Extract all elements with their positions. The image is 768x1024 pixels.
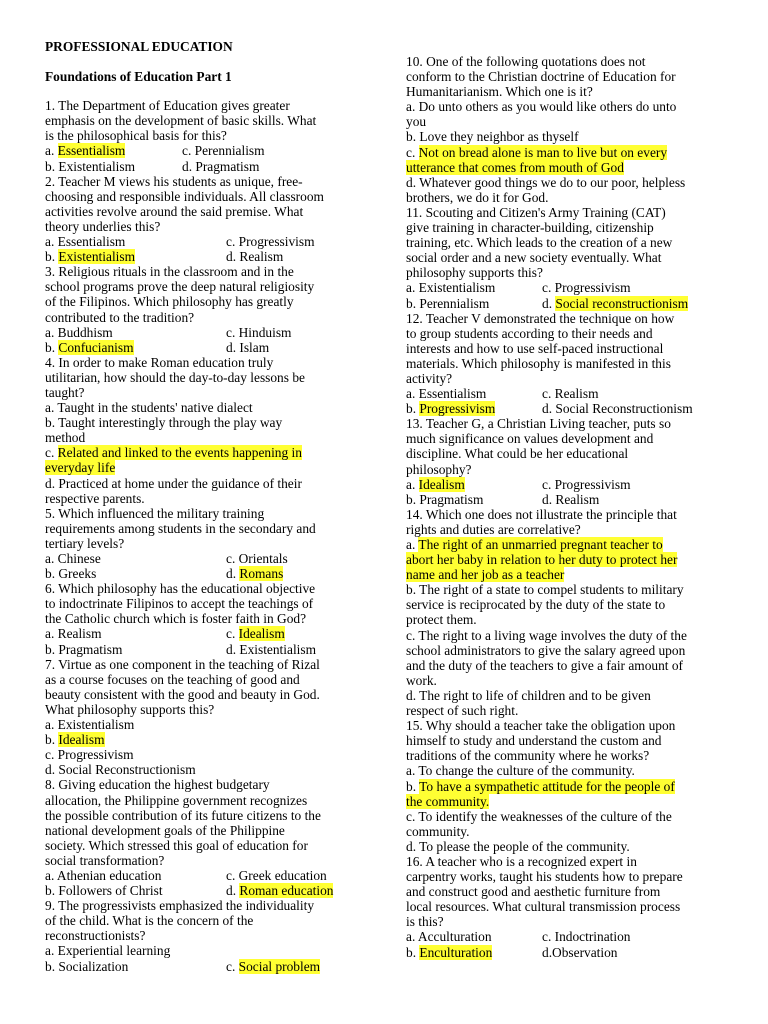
highlighted-answer: everyday life: [45, 460, 116, 476]
option-row: [406, 945, 724, 960]
highlighted-answer: Idealism: [238, 626, 285, 642]
text-line: b. The right of a state to compel students to military: [406, 582, 684, 598]
text-line: utilitarian, how should the day-to-day lessons be: [45, 369, 305, 385]
text-line: choosing and responsible individuals. All classroom: [45, 188, 324, 204]
highlighted-answer: Idealism: [58, 732, 105, 748]
option-row: [45, 340, 363, 355]
text-line: 13. Teacher G, a Christian Living teacher, puts so: [406, 416, 671, 432]
text-segment: c. Orientals: [226, 551, 288, 566]
text-line: as a course focuses on the teaching of good and: [45, 671, 300, 687]
text-segment: b.: [45, 339, 59, 355]
text-segment: b.: [406, 944, 420, 960]
text-segment: c. Progressivism: [226, 234, 315, 250]
answer-option: [226, 868, 327, 883]
option-row: [45, 325, 363, 340]
option-row: [45, 642, 363, 657]
answer-option: [45, 566, 226, 581]
text-line: emphasis on the development of basic skills. What: [45, 113, 317, 129]
text-line: 5. Which influenced the military training: [45, 505, 265, 521]
answer-option: [542, 401, 693, 416]
text-line: c. The right to a living wage involves the duty of the: [406, 627, 687, 643]
answer-option: [45, 325, 226, 340]
option-row: [406, 492, 724, 507]
text-line: community.: [406, 823, 470, 839]
answer-option: [226, 340, 269, 355]
text-line: social transformation?: [45, 852, 165, 868]
text-line: [406, 160, 724, 175]
text-line: d. To please the people of the community.: [406, 838, 630, 854]
text-line: the possible contribution of its future citizens to the: [45, 807, 321, 823]
answer-option: [406, 401, 542, 416]
text-line: to indoctrinate Filipinos to accept the teachings of: [45, 596, 314, 612]
left-question-list: [45, 98, 363, 973]
text-line: philosophy?: [406, 461, 472, 477]
text-segment: a. Acculturation: [406, 929, 492, 945]
answer-option: [45, 159, 182, 174]
answer-option: [542, 492, 599, 507]
highlighted-answer: Roman education: [239, 883, 334, 899]
option-row: [406, 280, 724, 295]
text-line: [45, 732, 363, 747]
document-title: PROFESSIONAL EDUCATION: [45, 39, 233, 54]
text-segment: a. Athenian education: [45, 867, 162, 883]
text-line: materials. Which philosophy is manifested in this: [406, 355, 671, 371]
text-line: you: [406, 114, 427, 130]
text-line: [406, 779, 724, 794]
text-line: [406, 567, 724, 582]
answer-option: [226, 566, 283, 581]
highlighted-answer: Progressivism: [419, 401, 496, 417]
text-line: respect of such right.: [406, 703, 519, 719]
text-line: is the philosophical basis for this?: [45, 128, 227, 144]
text-line: rights and duties are correlative?: [406, 521, 581, 537]
right-question-list: [406, 54, 724, 960]
text-line: social order and a new society eventually. What: [406, 250, 662, 266]
option-row: [45, 143, 363, 158]
text-line: 3. Religious rituals in the classroom and in the: [45, 264, 294, 280]
text-segment: b. Greeks: [45, 566, 97, 582]
text-line: d. Social Reconstructionism: [45, 762, 196, 778]
text-segment: a.: [45, 143, 58, 159]
text-line: a. Taught in the students' native dialect: [45, 400, 253, 416]
text-line: tertiary levels?: [45, 535, 125, 551]
text-line: a. Do unto others as you would like others do unto: [406, 99, 677, 115]
answer-option: [542, 386, 599, 401]
text-line: carpentry works, taught his students how to prepare: [406, 869, 683, 885]
text-line: c. Progressivism: [45, 747, 134, 763]
answer-option: [45, 234, 226, 249]
text-line: of the child. What is the concern of the: [45, 913, 254, 929]
text-segment: b. Pragmatism: [406, 491, 484, 507]
text-segment: a. Realism: [45, 626, 102, 642]
text-line: activities revolve around the said premise. What: [45, 203, 304, 219]
left-column: [45, 39, 363, 974]
text-segment: b. Existentialism: [45, 158, 136, 174]
text-line: 12. Teacher V demonstrated the technique on how: [406, 310, 675, 326]
text-segment: c. Realism: [542, 386, 599, 402]
text-line: respective parents.: [45, 490, 145, 506]
answer-option: [226, 234, 315, 249]
answer-option: [542, 929, 631, 944]
text-line: activity?: [406, 370, 453, 386]
text-segment: c.: [406, 144, 419, 160]
text-segment: a. Buddhism: [45, 324, 113, 340]
text-line: 7. Virtue as one component in the teaching of Rizal: [45, 656, 320, 672]
option-row: [406, 401, 724, 416]
highlighted-answer: The right of an unmarried pregnant teacher to: [418, 537, 663, 552]
option-row: [45, 868, 363, 883]
text-line: a. To change the culture of the community.: [406, 763, 635, 779]
answer-option: [226, 883, 333, 898]
text-segment: c. Indoctrination: [542, 929, 631, 945]
text-line: What philosophy supports this?: [45, 701, 215, 717]
text-segment: d.: [226, 566, 240, 582]
text-line: 1. The Department of Education gives greater: [45, 98, 290, 114]
text-line: philosophy supports this?: [406, 265, 543, 281]
answer-option: [226, 551, 288, 566]
text-segment: c. Perennialism: [182, 143, 265, 159]
text-line: [406, 537, 724, 552]
highlighted-answer: Enculturation: [419, 944, 493, 960]
answer-option: [226, 642, 316, 657]
text-segment: c.: [226, 626, 239, 642]
text-line: give training in character-building, citizenship: [406, 220, 654, 236]
text-line: requirements among students in the secondary and: [45, 520, 316, 536]
text-line: the Catholic church which is foster faith in God?: [45, 611, 307, 627]
answer-option: [226, 249, 283, 264]
text-line: and the duty of the teachers to give a fair amount of: [406, 657, 684, 673]
option-row: [45, 959, 363, 974]
text-line: conform to the Christian doctrine of Education for: [406, 69, 676, 85]
text-line: 4. In order to make Roman education truly: [45, 354, 274, 370]
answer-option: [45, 143, 182, 158]
text-segment: d.: [226, 883, 240, 899]
text-segment: c. Hinduism: [226, 324, 292, 340]
text-line: traditions of the community where he works?: [406, 748, 650, 764]
text-line: 14. Which one does not illustrate the principle that: [406, 506, 677, 522]
answer-option: [45, 551, 226, 566]
text-segment: c. Progressivism: [542, 476, 631, 492]
text-line: [406, 145, 724, 160]
text-line: [45, 460, 363, 475]
text-segment: d. Realism: [226, 249, 284, 265]
highlighted-answer: the community.: [406, 793, 490, 809]
highlighted-answer: Romans: [239, 566, 284, 582]
text-segment: d. Islam: [226, 339, 270, 355]
text-line: theory underlies this?: [45, 218, 161, 234]
text-line: society. Which stressed this goal of education for: [45, 837, 308, 853]
highlighted-answer: utterance that comes from mouth of God: [406, 159, 624, 175]
answer-option: [406, 945, 542, 960]
text-segment: b.: [406, 401, 420, 417]
option-row: [45, 883, 363, 898]
text-line: a. Existentialism: [45, 717, 135, 733]
text-segment: c. Greek education: [226, 867, 327, 883]
text-line: 6. Which philosophy has the educational objective: [45, 581, 316, 597]
option-row: [45, 551, 363, 566]
highlighted-answer: Confucianism: [58, 339, 134, 355]
text-line: brothers, we do it for God.: [406, 189, 549, 205]
answer-option: [45, 249, 226, 264]
highlighted-answer: Related and linked to the events happening in: [57, 445, 302, 461]
answer-option: [226, 325, 291, 340]
text-segment: b. Socialization: [45, 958, 129, 974]
text-line: school programs prove the deep natural religiosity: [45, 279, 315, 295]
answer-option: [226, 959, 320, 974]
option-row: [406, 386, 724, 401]
text-line: [45, 445, 363, 460]
text-line: 15. Why should a teacher take the obligation upon: [406, 718, 676, 734]
text-line: [406, 552, 724, 567]
text-line: 16. A teacher who is a recognized expert in: [406, 853, 637, 869]
text-line: school administrators to give the salary agreed upon: [406, 642, 686, 658]
text-segment: b. Followers of Christ: [45, 883, 163, 899]
answer-option: [542, 296, 688, 311]
text-line: discipline. What could be her educational: [406, 446, 629, 462]
highlighted-answer: Existentialism: [58, 249, 136, 265]
text-segment: d. Realism: [542, 491, 600, 507]
answer-option: [45, 626, 226, 641]
document-subtitle: Foundations of Education Part 1: [45, 69, 232, 85]
option-row: [45, 234, 363, 249]
text-line: method: [45, 430, 86, 446]
text-segment: a. Essentialism: [406, 386, 487, 402]
text-line: much significance on values development and: [406, 431, 654, 447]
text-line: 8. Giving education the highest budgetary: [45, 777, 270, 793]
highlighted-answer: Social problem: [238, 958, 321, 974]
option-row: [45, 249, 363, 264]
text-segment: b.: [45, 249, 59, 265]
text-segment: d. Existentialism: [226, 641, 317, 657]
text-line: to group students according to their needs and: [406, 325, 653, 341]
highlighted-answer: Not on bread alone is man to live but on every: [418, 144, 668, 160]
text-line: c. To identify the weaknesses of the culture of the: [406, 808, 672, 824]
text-line: 2. Teacher M views his students as unique, free-: [45, 173, 303, 189]
text-segment: a.: [406, 537, 419, 552]
answer-option: [45, 340, 226, 355]
answer-option: [406, 280, 542, 295]
text-line: and construct good and aesthetic furniture from: [406, 884, 661, 900]
answer-option: [226, 626, 285, 641]
text-line: d. Practiced at home under the guidance of their: [45, 475, 302, 491]
text-line: himself to study and understand the custom and: [406, 733, 662, 749]
text-segment: c.: [226, 958, 239, 974]
text-line: national development goals of the Philippine: [45, 822, 285, 838]
answer-option: [182, 143, 265, 158]
text-line: b. Love they neighbor as thyself: [406, 129, 579, 145]
text-segment: b.: [45, 732, 59, 748]
text-line: 11. Scouting and Citizen's Army Training (CAT): [406, 204, 666, 220]
highlighted-answer: Essentialism: [57, 143, 126, 159]
text-segment: b.: [406, 778, 420, 794]
text-line: 10. One of the following quotations does not: [406, 54, 646, 69]
text-line: interests and how to use self-paced instructional: [406, 340, 664, 356]
option-row: [406, 296, 724, 311]
answer-option: [542, 477, 631, 492]
text-line: training, etc. Which leads to the creation of a new: [406, 235, 673, 251]
text-line: d. Whatever good things we do to our poor, helpless: [406, 174, 686, 190]
text-segment: a. Existentialism: [406, 280, 496, 296]
answer-option: [542, 280, 631, 295]
text-segment: d.Observation: [542, 944, 618, 960]
text-line: [406, 794, 724, 809]
right-column: [406, 54, 724, 960]
text-line: beauty consistent with the good and beauty in God.: [45, 686, 320, 702]
text-line: local resources. What cultural transmission process: [406, 899, 681, 915]
answer-option: [182, 159, 259, 174]
text-line: allocation, the Philippine government recognizes: [45, 792, 308, 808]
highlighted-answer: Social reconstructionism: [555, 295, 689, 311]
text-line: Humanitarianism. Which one is it?: [406, 84, 593, 100]
answer-option: [406, 296, 542, 311]
highlighted-answer: To have a sympathetic attitude for the people of: [419, 778, 675, 794]
text-line: b. Taught interestingly through the play way: [45, 415, 283, 431]
text-segment: a. Essentialism: [45, 234, 126, 250]
option-row: [406, 929, 724, 944]
answer-option: [406, 477, 542, 492]
text-line: reconstructionists?: [45, 928, 146, 944]
option-row: [45, 159, 363, 174]
text-line: contributed to the tradition?: [45, 309, 195, 325]
highlighted-answer: name and her job as a teacher: [406, 567, 565, 583]
text-line: protect them.: [406, 612, 477, 628]
answer-option: [45, 868, 226, 883]
text-segment: b. Pragmatism: [45, 641, 123, 657]
text-line: work.: [406, 672, 437, 688]
text-segment: a.: [406, 476, 419, 492]
text-segment: d.: [542, 295, 556, 311]
text-segment: c. Progressivism: [542, 280, 631, 296]
option-row: [45, 566, 363, 581]
text-line: a. Experiential learning: [45, 943, 171, 959]
answer-option: [542, 945, 618, 960]
text-segment: d. Pragmatism: [182, 158, 260, 174]
text-line: service is reciprocated by the duty of the state to: [406, 597, 666, 613]
text-segment: a. Chinese: [45, 551, 101, 566]
option-row: [45, 626, 363, 641]
answer-option: [406, 386, 542, 401]
highlighted-answer: Idealism: [418, 476, 465, 492]
answer-option: [406, 492, 542, 507]
answer-option: [45, 883, 226, 898]
answer-option: [406, 929, 542, 944]
text-segment: c.: [45, 445, 58, 461]
text-line: 9. The progressivists emphasized the individuality: [45, 898, 315, 914]
text-line: d. The right to life of children and to be given: [406, 687, 651, 703]
option-row: [406, 477, 724, 492]
text-line: is this?: [406, 914, 444, 930]
answer-option: [45, 642, 226, 657]
text-line: taught?: [45, 384, 85, 400]
answer-option: [45, 959, 226, 974]
highlighted-answer: abort her baby in relation to her duty to protect her: [406, 552, 678, 568]
text-segment: b. Perennialism: [406, 295, 490, 311]
text-segment: d. Social Reconstructionism: [542, 401, 693, 417]
text-line: of the Filipinos. Which philosophy has greatly: [45, 294, 294, 310]
